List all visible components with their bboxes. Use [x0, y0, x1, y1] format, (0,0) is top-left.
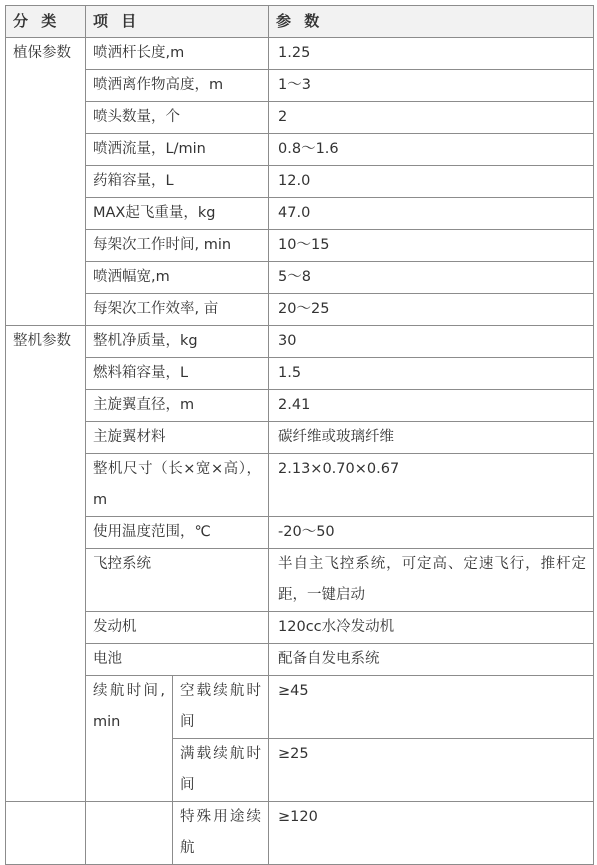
table-row [6, 517, 594, 549]
table-row [6, 676, 594, 739]
value-cell: 碳纤维或玻璃纤维 [269, 422, 594, 454]
value-cell: 20～25 [269, 294, 594, 326]
item-cell: 主旋翼直径，m [86, 390, 269, 422]
value-cell: 2.13×0.70×0.67 [269, 454, 594, 517]
item-cell: 电池 [86, 644, 269, 676]
value-cell: 10～15 [269, 230, 594, 262]
value-cell: 1～3 [269, 70, 594, 102]
table-row [6, 134, 594, 166]
header-item: 项 目 [86, 6, 269, 38]
item-cell: MAX起飞重量，kg [86, 198, 269, 230]
value-cell: 2.41 [269, 390, 594, 422]
value-cell: -20～50 [269, 517, 594, 549]
value-cell: 12.0 [269, 166, 594, 198]
value-cell: ≥120 [269, 802, 594, 865]
item-cell: 喷洒幅宽,m [86, 262, 269, 294]
value-cell: 半自主飞控系统，可定高、定速飞行，推杆定距，一键启动 [269, 549, 594, 612]
value-cell: 1.5 [269, 358, 594, 390]
table-row [6, 358, 594, 390]
item-cell: 药箱容量，L [86, 166, 269, 198]
empty-category-cell [6, 802, 86, 865]
table-row [6, 230, 594, 262]
item-cell: 每架次工作效率, 亩 [86, 294, 269, 326]
value-cell: 5～8 [269, 262, 594, 294]
item-cell: 使用温度范围，℃ [86, 517, 269, 549]
value-cell: ≥45 [269, 676, 594, 739]
item-cell: 每架次工作时间, min [86, 230, 269, 262]
spec-table [5, 5, 594, 865]
table-row [6, 644, 594, 676]
group-label-plant-protection: 植保参数 [6, 38, 86, 326]
table-row [6, 294, 594, 326]
endurance-sub-item: 特殊用途续航 [173, 802, 269, 865]
item-cell: 主旋翼材料 [86, 422, 269, 454]
item-cell: 喷洒离作物高度，m [86, 70, 269, 102]
endurance-sub-item: 满载续航时间 [173, 739, 269, 802]
endurance-sub-item: 空载续航时间 [173, 676, 269, 739]
table-row [6, 102, 594, 134]
table-header-row [6, 6, 594, 38]
value-cell: 30 [269, 326, 594, 358]
item-cell: 喷头数量，个 [86, 102, 269, 134]
endurance-label: 续航时间, min [86, 676, 173, 802]
table-row [6, 802, 594, 865]
header-category: 分 类 [6, 6, 86, 38]
table-row [6, 612, 594, 644]
value-cell: 0.8～1.6 [269, 134, 594, 166]
value-cell: 47.0 [269, 198, 594, 230]
table-row [6, 454, 594, 517]
table-row [6, 326, 594, 358]
value-cell: ≥25 [269, 739, 594, 802]
item-cell: 发动机 [86, 612, 269, 644]
item-cell: 喷洒杆长度,m [86, 38, 269, 70]
table-row [6, 38, 594, 70]
item-cell: 整机净质量，kg [86, 326, 269, 358]
group-label-whole-machine: 整机参数 [6, 326, 86, 802]
value-cell: 1.25 [269, 38, 594, 70]
item-cell: 整机尺寸（长×宽×高），m [86, 454, 269, 517]
table-row [6, 549, 594, 612]
table-row [6, 166, 594, 198]
table-row [6, 198, 594, 230]
table-row [6, 390, 594, 422]
value-cell: 120cc水冷发动机 [269, 612, 594, 644]
table-row [6, 422, 594, 454]
table-row [6, 70, 594, 102]
header-value: 参 数 [269, 6, 594, 38]
value-cell: 2 [269, 102, 594, 134]
value-cell: 配备自发电系统 [269, 644, 594, 676]
item-cell: 飞控系统 [86, 549, 269, 612]
empty-item-cell [86, 802, 173, 865]
item-cell: 喷洒流量，L/min [86, 134, 269, 166]
table-row [6, 262, 594, 294]
item-cell: 燃料箱容量，L [86, 358, 269, 390]
